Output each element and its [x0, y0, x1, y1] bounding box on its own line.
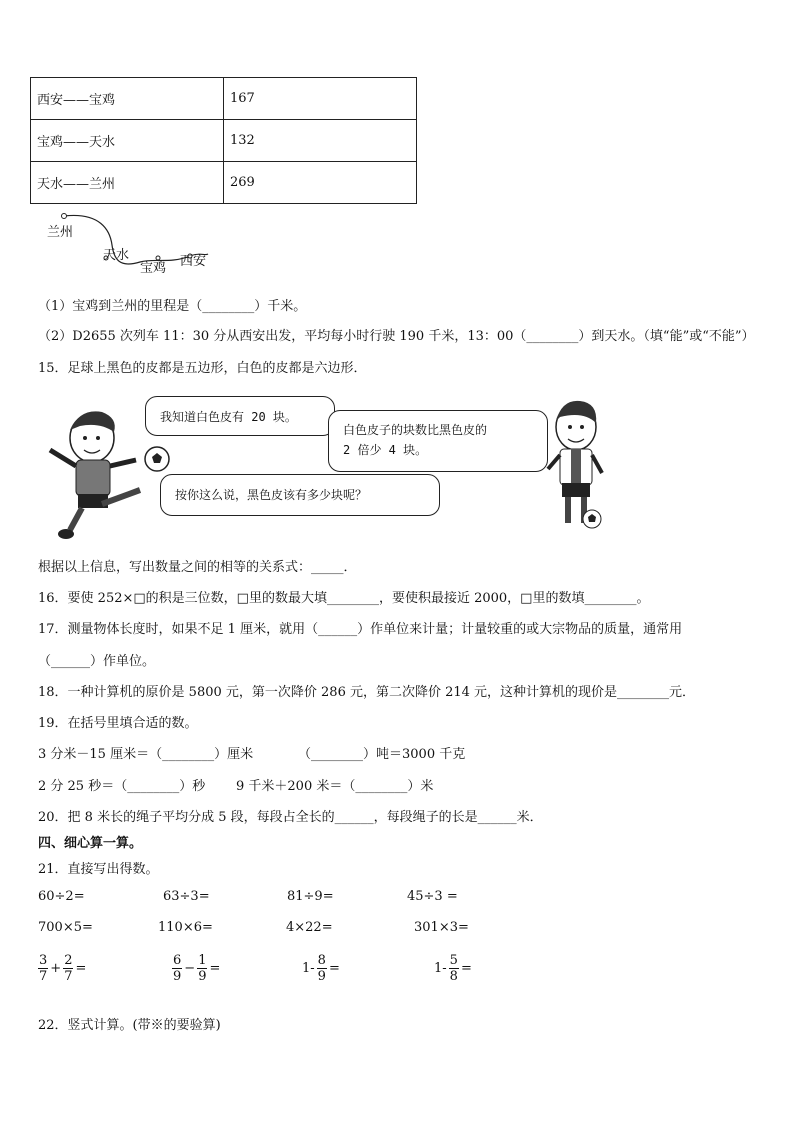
fraction	[317, 953, 327, 984]
q18: 18．一种计算机的原价是 5800 元，第一次降价 286 元，第二次降价 214 元，这种计算机的现价是________元．	[38, 685, 696, 700]
bubble-line: 2 倍少 4 块。	[343, 443, 428, 457]
calc-item: 60÷2=	[38, 889, 85, 904]
q17-line2: （______）作单位。	[38, 654, 156, 669]
map-label-tianshui: 天水	[103, 248, 130, 263]
table-row	[31, 120, 417, 162]
operator: −	[184, 961, 196, 976]
map-label-lanzhou: 兰州	[47, 225, 74, 240]
fraction-expr-2	[172, 953, 222, 984]
bubble-line: 白色皮子的块数比黑色皮的	[343, 423, 488, 437]
q21-title: 21．直接写出得数。	[38, 862, 159, 877]
q19-b: （________）吨＝3000 千克	[298, 747, 466, 762]
denominator: 8	[449, 969, 458, 984]
fraction	[172, 953, 182, 984]
whole-number: 1-	[434, 961, 447, 976]
equals: =	[328, 961, 340, 976]
q19-d: 9 千米＋200 米＝（________）米	[236, 779, 434, 794]
calc-item: 700×5=	[38, 920, 93, 935]
speech-bubble-question: 按你这么说，黑色皮该有多少块呢？	[160, 474, 440, 516]
numerator: 8	[317, 953, 326, 968]
operator: +	[50, 961, 62, 976]
q14-part1: （1）宝鸡到兰州的里程是（________）千米。	[38, 299, 307, 314]
speech-bubble-white-count: 我知道白色皮有 20 块。	[145, 396, 335, 436]
calc-item: 110×6=	[158, 920, 213, 935]
calc-item: 301×3=	[414, 920, 469, 935]
section-heading: 四、细心算一算。	[38, 836, 143, 851]
numerator: 2	[64, 953, 73, 968]
distance-cell: 269	[224, 162, 417, 204]
denominator: 7	[64, 969, 73, 984]
fraction-expr-1	[38, 953, 88, 984]
distance-cell: 167	[224, 78, 417, 120]
route-cell: 宝鸡——天水	[31, 120, 224, 162]
calc-item: 45÷3 =	[407, 889, 458, 904]
denominator: 9	[198, 969, 207, 984]
numerator: 1	[198, 953, 207, 968]
fraction	[38, 953, 48, 984]
calc-item: 63÷3=	[163, 889, 210, 904]
fraction	[197, 953, 207, 984]
q16: 16．要使 252×□的积是三位数，□里的数最大填________，要使积最接近 2000，□里的数填________。	[38, 591, 650, 606]
q20: 20．把 8 米长的绳子平均分成 5 段，每段占全长的______，每段绳子的长是______米．	[38, 810, 543, 825]
map-label-xian: 西安	[180, 254, 207, 269]
equals: =	[460, 961, 472, 976]
denominator: 7	[39, 969, 48, 984]
distance-cell: 132	[224, 120, 417, 162]
numerator: 3	[39, 953, 48, 968]
boy-standing-icon	[540, 395, 610, 535]
q15-prompt: 根据以上信息，写出数量之间的相等的关系式：_____．	[38, 560, 357, 575]
denominator: 9	[173, 969, 182, 984]
route-cell: 西安——宝鸡	[31, 78, 224, 120]
fraction-expr-4	[432, 953, 474, 984]
fraction	[449, 953, 459, 984]
q14-part2: （2）D2655 次列车 11：30 分从西安出发，平均每小时行驶 190 千米，13：00（________）到天水。（填“能”或“不能”）	[38, 329, 755, 344]
q19-c: 2 分 25 秒＝（________）秒	[38, 779, 206, 794]
calc-item: 4×22=	[286, 920, 333, 935]
speech-bubble-relation	[328, 410, 548, 472]
equals: =	[75, 961, 87, 976]
whole-number: 1-	[302, 961, 315, 976]
q17-line1: 17．测量物体长度时，如果不足 1 厘米，就用（______）作单位来计量；计量较重的或大宗物品的质量，通常用	[38, 622, 683, 637]
table-row	[31, 162, 417, 204]
q22: 22．竖式计算。(带※的要验算)	[38, 1018, 221, 1033]
numerator: 5	[449, 953, 458, 968]
denominator: 9	[317, 969, 326, 984]
q19-a: 3 分米－15 厘米＝（________）厘米	[38, 747, 254, 762]
q15-title: 15．足球上黑色的皮都是五边形，白色的皮都是六边形．	[38, 361, 367, 376]
q19-title: 19．在括号里填合适的数。	[38, 716, 198, 731]
route-cell: 天水——兰州	[31, 162, 224, 204]
fraction	[63, 953, 73, 984]
calc-item: 81÷9=	[287, 889, 334, 904]
distance-table	[30, 77, 417, 204]
table-row	[31, 78, 417, 120]
fraction-expr-3	[300, 953, 342, 984]
map-label-baoji: 宝鸡	[140, 261, 167, 276]
numerator: 6	[173, 953, 182, 968]
boy-kicking-ball-icon	[40, 400, 160, 545]
soccer-ball-icon	[143, 445, 171, 473]
equals: =	[209, 961, 221, 976]
